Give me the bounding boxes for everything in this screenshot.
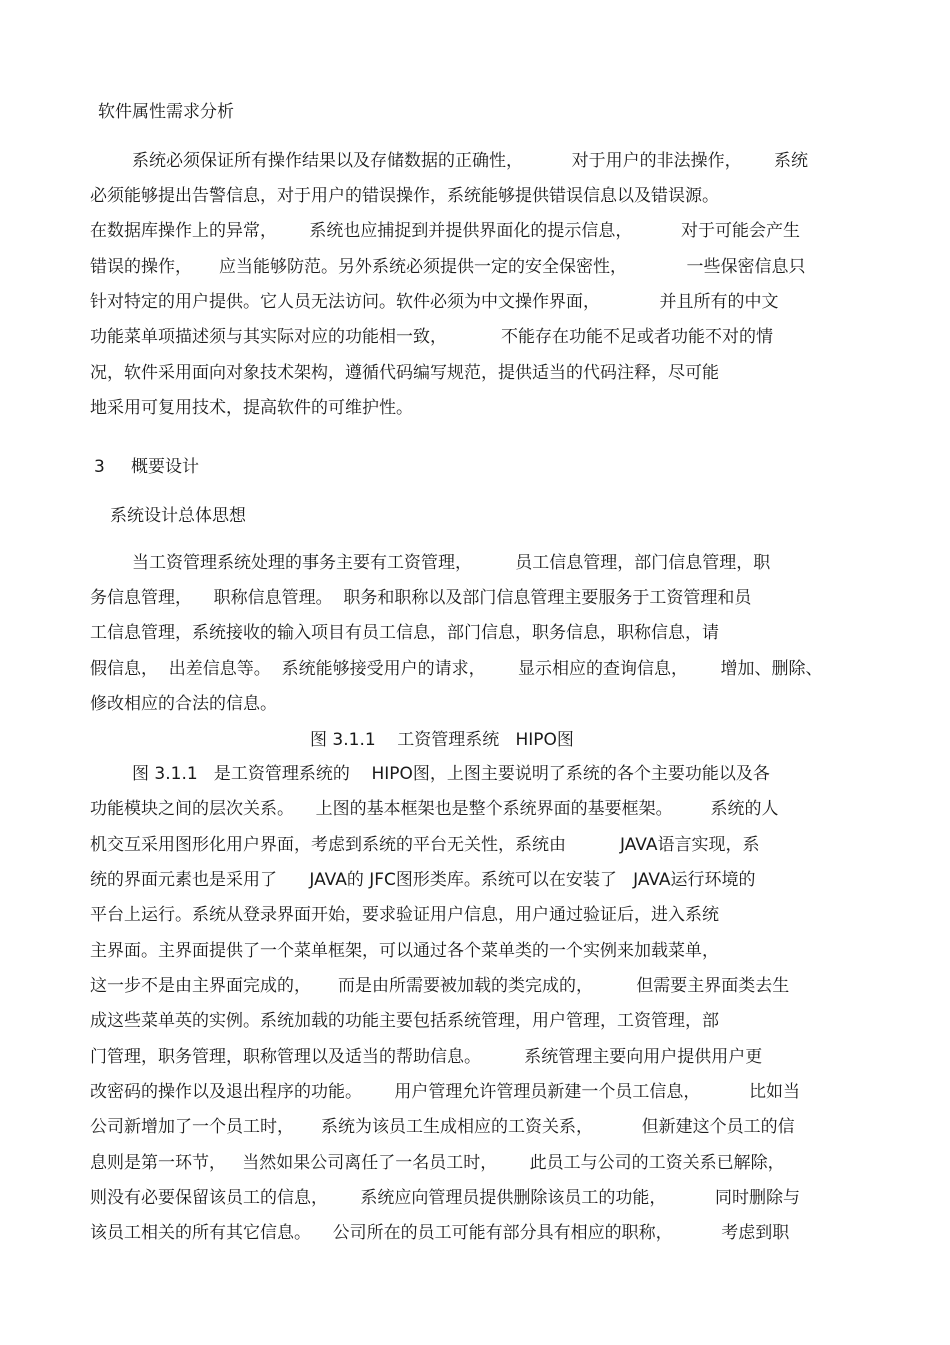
text-line: 公司新增加了一个员工时， 系统为该员工生成相应的工资关系， 但新建这个员工的信 (90, 1117, 795, 1137)
section-title-overview-design: 概要设计 (131, 457, 199, 477)
section-number: 3 (94, 457, 105, 477)
text-line: 况，软件采用面向对象技术架构，遵循代码编写规范，提供适当的代码注释，尽可能 (90, 363, 719, 383)
text-line: 门管理，职务管理，职称管理以及适当的帮助信息。 系统管理主要向用户提供用户更 (90, 1047, 763, 1067)
text-line: 成这些菜单英的实例。系统加载的功能主要包括系统管理，用户管理，工资管理，部 (90, 1011, 719, 1031)
text-line: 统的界面元素也是采用了 JAVA的 JFC图形类库。系统可以在安装了 JAVA运行环境的 (90, 870, 756, 890)
text-line: 务信息管理， 职称信息管理。 职务和职称以及部门信息管理主要服务于工资管理和员 (90, 588, 752, 608)
section-heading-software-attributes: 软件属性需求分析 (98, 102, 234, 122)
text-line: 必须能够提出告警信息，对于用户的错误操作，系统能够提供错误信息以及错误源。 (90, 186, 719, 206)
text-line: 平台上运行。系统从登录界面开始，要求验证用户信息，用户通过验证后，进入系统 (90, 905, 719, 925)
text-line: 假信息， 出差信息等。 系统能够接受用户的请求， 显示相应的查询信息， 增加、删除、 (90, 659, 823, 679)
text-line: 主界面。主界面提供了一个菜单框架，可以通过各个菜单类的一个实例来加载菜单， (90, 941, 719, 961)
text-line: 系统必须保证所有操作结果以及存储数据的正确性， 对于用户的非法操作， 系统 (132, 151, 809, 171)
section-heading-design-idea: 系统设计总体思想 (110, 506, 246, 526)
text-line: 当工资管理系统处理的事务主要有工资管理， 员工信息管理，部门信息管理，职 (132, 553, 771, 573)
text-line: 功能菜单项描述须与其实际对应的功能相一致， 不能存在功能不足或者功能不对的情 (90, 327, 774, 347)
text-line: 息则是第一环节， 当然如果公司离任了一名员工时， 此员工与公司的工资关系已解除， (90, 1153, 785, 1173)
figure-caption: 图 3.1.1 工资管理系统 HIPO图 (310, 730, 574, 750)
text-line: 该员工相关的所有其它信息。 公司所在的员工可能有部分具有相应的职称， 考虑到职 (90, 1223, 790, 1243)
text-line: 机交互采用图形化用户界面，考虑到系统的平台无关性，系统由 JAVA语言实现，系 (90, 835, 760, 855)
text-line: 则没有必要保留该员工的信息， 系统应向管理员提供删除该员工的功能， 同时删除与 (90, 1188, 801, 1208)
text-line: 图 3.1.1 是工资管理系统的 HIPO图，上图主要说明了系统的各个主要功能以及各 (132, 764, 770, 784)
text-line: 功能模块之间的层次关系。 上图的基本框架也是整个系统界面的基要框架。 系统的人 (90, 799, 779, 819)
text-line: 工信息管理，系统接收的输入项目有员工信息，部门信息，职务信息，职称信息，请 (90, 623, 719, 643)
text-line: 在数据库操作上的异常， 系统也应捕捉到并提供界面化的提示信息， 对于可能会产生 (90, 221, 801, 241)
text-line: 改密码的操作以及退出程序的功能。 用户管理允许管理员新建一个员工信息， 比如当 (90, 1082, 801, 1102)
text-line: 针对特定的用户提供。它人员无法访问。软件必须为中文操作界面， 并且所有的中文 (90, 292, 779, 312)
text-line: 错误的操作， 应当能够防范。另外系统必须提供一定的安全保密性， 一些保密信息只 (90, 257, 806, 277)
text-line: 地采用可复用技术，提高软件的可维护性。 (90, 398, 413, 418)
text-line: 这一步不是由主界面完成的， 而是由所需要被加载的类完成的， 但需要主界面类去生 (90, 976, 790, 996)
text-line: 修改相应的合法的信息。 (90, 694, 277, 714)
